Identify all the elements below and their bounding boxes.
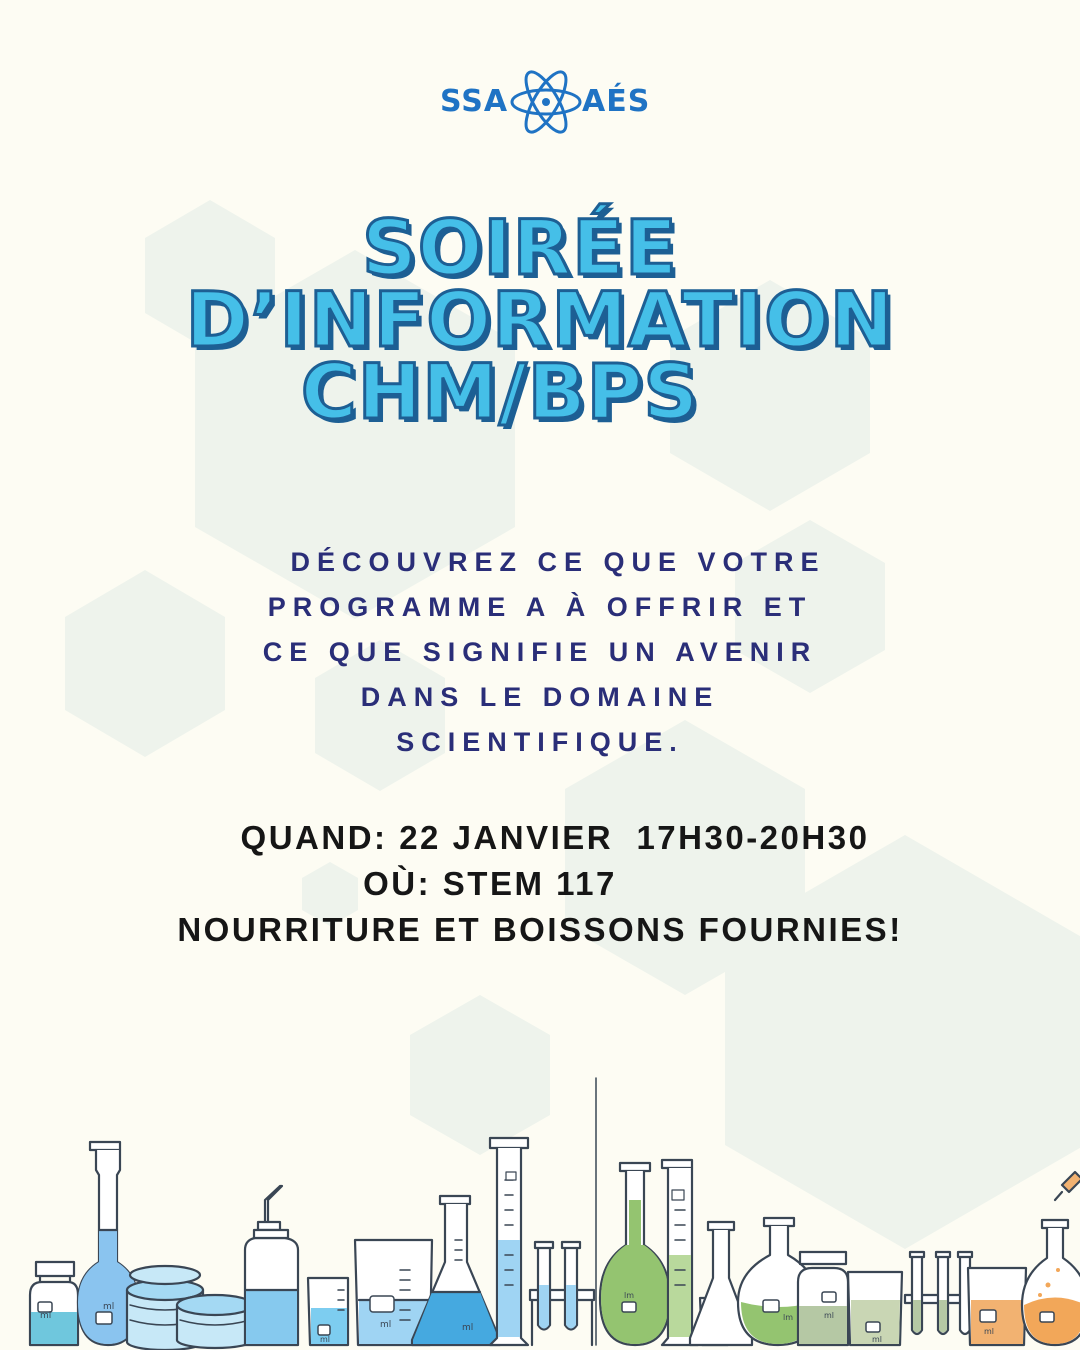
title-line-3: CHM/BPS [300, 347, 700, 436]
event-when: QUAND: 22 JANVIER 17H30-20H30 [240, 819, 870, 856]
beaker-small [308, 1278, 348, 1345]
reagent-bottle [30, 1262, 78, 1345]
atom-icon [508, 62, 584, 142]
glass-label: ml [380, 1320, 392, 1330]
petri-dishes [127, 1266, 253, 1350]
title-line-2: D’INFORMATION [185, 275, 895, 364]
glass-label: ml [320, 1335, 331, 1344]
ssa-aes-logo [430, 62, 650, 142]
event-details [0, 815, 1080, 953]
reagent-bottle-green [798, 1252, 848, 1345]
glass-label: ml [462, 1323, 474, 1333]
event-description [180, 540, 900, 765]
graduated-cylinder [490, 1138, 528, 1345]
title-line-1: SOIRÉE [362, 203, 678, 292]
event-title [0, 203, 1080, 436]
event-food: NOURRITURE ET BOISSONS FOURNIES! [177, 911, 903, 948]
round-flask-orange [1022, 1172, 1080, 1345]
description-line-1: DÉCOUVREZ CE QUE VOTRE [290, 547, 826, 577]
logo-text-aes: AÉS [582, 84, 651, 119]
description-line-2: PROGRAMME A À OFFRIR ET [267, 592, 813, 622]
beaker-olive [848, 1272, 902, 1345]
beaker-orange [968, 1268, 1026, 1345]
logo-text-ssa: SSA [440, 84, 509, 119]
test-tube-rack-right [905, 1252, 972, 1334]
glass-label: lm [624, 1291, 635, 1300]
description-line-3: CE QUE SIGNIFIE UN AVENIR [262, 637, 818, 667]
glass-label: ml [872, 1335, 883, 1344]
description-line-4: DANS LE DOMAINE [360, 682, 720, 712]
description-line-5: SCIENTIFIQUE. [396, 727, 684, 757]
glass-label: ml [40, 1311, 52, 1321]
test-tube-rack [530, 1242, 594, 1345]
wash-bottle [245, 1186, 298, 1345]
glass-label: ml [984, 1327, 995, 1336]
graduated-cylinder-green [662, 1160, 698, 1345]
event-where: OÙ: STEM 117 [363, 865, 617, 902]
glass-label: ml [824, 1311, 835, 1320]
glass-label: lm [783, 1313, 794, 1322]
lab-glassware-illustration [0, 1070, 1080, 1350]
round-flask-green [600, 1163, 670, 1345]
glass-label: ml [103, 1302, 115, 1312]
